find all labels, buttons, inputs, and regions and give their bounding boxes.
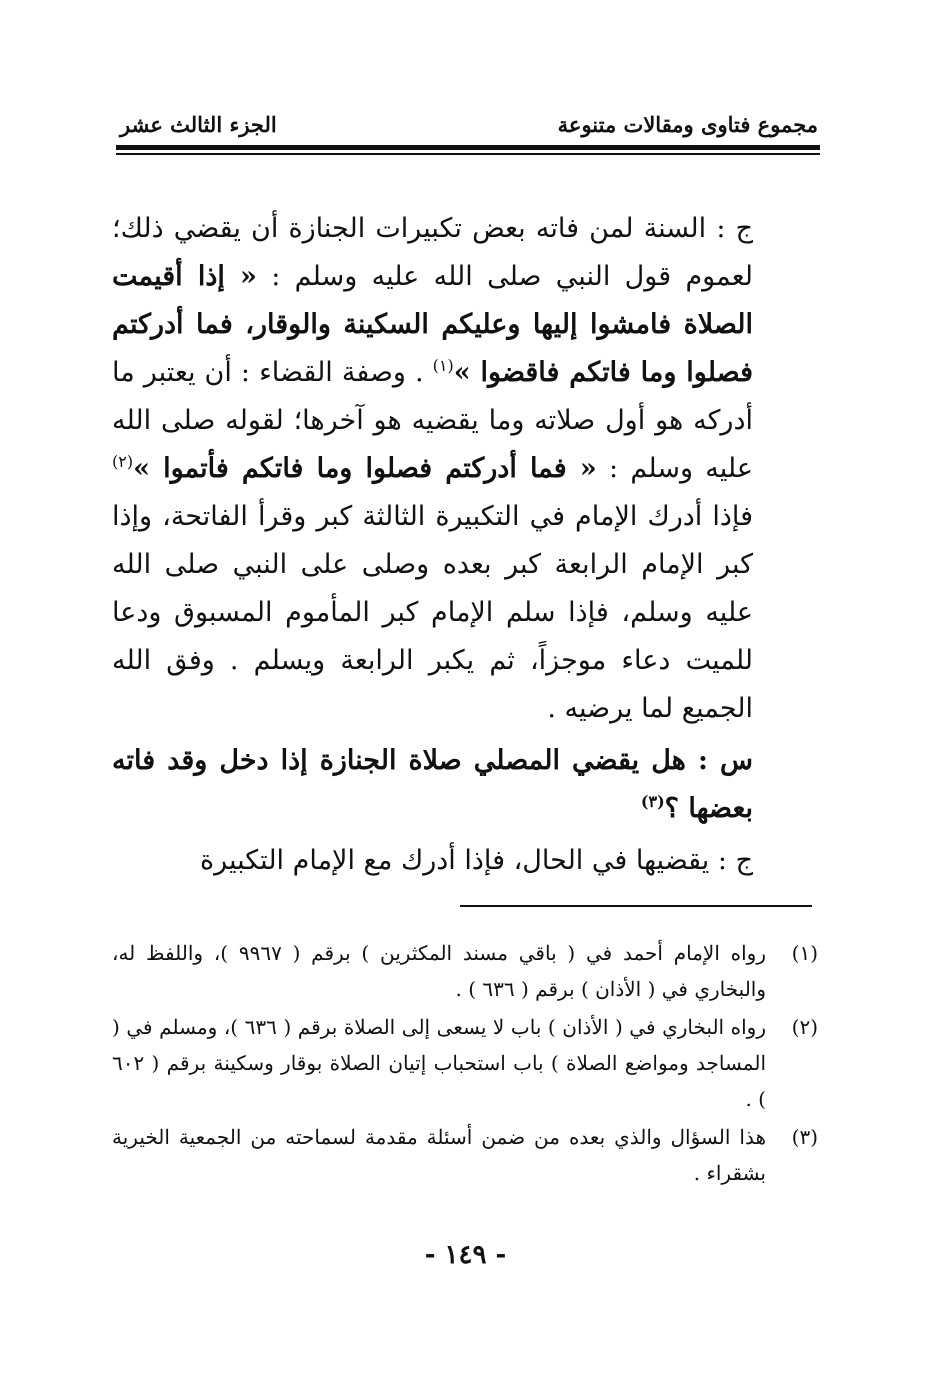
main-text xyxy=(112,205,818,885)
answer-text: يقضيها في الحال، فإذا أدرك مع الإمام التكبيرة xyxy=(199,845,710,876)
question-label: س : xyxy=(698,745,754,776)
header-rule-thick xyxy=(116,145,820,150)
answer-text-a: السنة لمن فاته بعض تكبيرات الجنازة أن يقضي ذلك؛ لعموم قول النبي صلى الله عليه وسلم : xyxy=(112,213,753,292)
footnote-number: (٢) xyxy=(791,1015,818,1039)
footnote-ref-2: (٢) xyxy=(112,452,134,471)
running-header-volume: الجزء الثالث عشر xyxy=(120,112,277,137)
footnote-text: رواه البخاري في ( الأذان ) باب لا يسعى إلى الصلاة برقم ( ٦٣٦ )، ومسلم في ( المساجد ومواضع الصلاة ) باب استحباب إتيان الصلاة بوقار وسكينة برقم ( ٦٠٢ ) . xyxy=(112,1015,766,1111)
answer-label: ج : xyxy=(717,845,753,876)
footnote-text: رواه الإمام أحمد في ( باقي مسند المكثرين ) برقم ( ٩٩٦٧ )، واللفظ له، والبخاري في ( الأذان ) برقم ( ٦٣٦ ) . xyxy=(112,941,766,1001)
answer-paragraph-2 xyxy=(112,837,818,885)
footnotes xyxy=(112,935,818,1193)
question-text: هل يقضي المصلي صلاة الجنازة إذا دخل وقد فاته بعضها ؟ xyxy=(112,745,753,824)
footnote-ref-1: (١) xyxy=(432,356,454,375)
page-number: - ١٤٩ - xyxy=(424,1240,507,1270)
footnote-item xyxy=(112,1009,818,1117)
answer-text-b: . وصفة القضاء : أن يعتبر ما أدركه هو أول صلاته وما يقضيه هو آخرها؛ لقوله صلى الله عليه وسلم : xyxy=(112,357,753,484)
running-header-book-title: مجموع فتاوى ومقالات متنوعة xyxy=(557,112,818,137)
answer-text-c: فإذا أدرك الإمام في التكبيرة الثالثة كبر وقرأ الفاتحة، وإذا كبر الإمام الرابعة كبر بعده وصلى على النبي صلى الله عليه وسلم، فإذا سلم الإمام كبر المأموم المسبوق ودعا للميت دعاء موجزاً، ثم يكبر الرابعة ويسلم . وفق الله الجميع لما يرضيه . xyxy=(112,501,753,724)
footnote-text: هذا السؤال والذي بعده من ضمن أسئلة مقدمة لسماحته من الجمعية الخيرية بشقراء . xyxy=(112,1125,766,1185)
footnote-item xyxy=(112,1119,818,1191)
footnote-item xyxy=(112,935,818,1007)
answer-label: ج : xyxy=(716,213,754,244)
footnote-number: (١) xyxy=(791,941,818,965)
hadith-quote-2: « فما أدركتم فصلوا وما فاتكم فأتموا » xyxy=(133,453,597,484)
footnote-ref-3: (٣) xyxy=(640,792,665,811)
footnote-number: (٣) xyxy=(791,1125,818,1149)
header-rule-thin xyxy=(116,153,820,155)
question-paragraph-2 xyxy=(112,737,818,833)
hadith-quote-1: « إذا أقيمت الصلاة فامشوا إليها وعليكم السكينة والوقار، فما أدركتم فصلوا وما فاتكم فاقضوا » xyxy=(112,261,753,388)
answer-paragraph-1 xyxy=(112,205,818,733)
footnote-separator xyxy=(460,905,812,907)
